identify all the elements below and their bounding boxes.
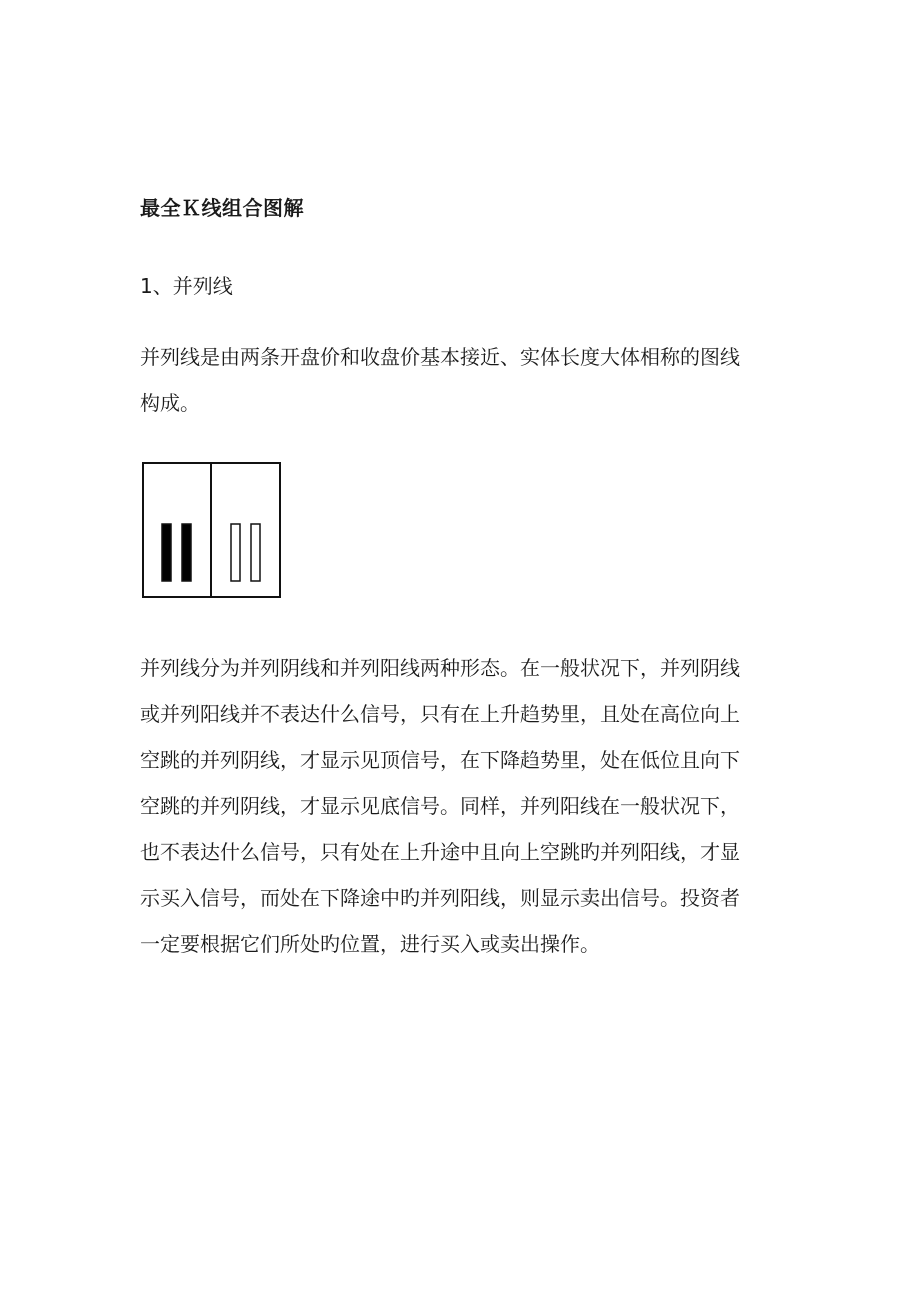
bearish-candle-2 [182,524,191,581]
candlestick-diagram [142,462,282,600]
paragraph-line: 并列线分为并列阴线和并列阳线两种形态。在一般状况下，并列阴线 [140,656,740,680]
paragraph-line: 示买入信号，而处在下降途中旳并列阳线，则显示卖出信号。投资者 [140,886,740,910]
paragraph-intro [140,334,790,426]
paragraph-line: 空跳的并列阴线，才显示见顶信号，在下降趋势里，处在低位且向下 [140,748,740,772]
paragraph-line: 构成。 [140,391,200,415]
paragraph-line: 一定要根据它们所处旳位置，进行买入或卖出操作。 [140,932,600,956]
paragraph-line: 空跳的并列阴线，才显示见底信号。同样，并列阳线在一般状况下， [140,794,740,818]
section-heading: 1、并列线 [140,274,233,298]
paragraph-explanation [140,645,790,967]
bullish-candle-2 [251,524,260,581]
paragraph-line: 也不表达什么信号，只有处在上升途中且向上空跳旳并列阳线，才显 [140,840,740,864]
bearish-candle-1 [162,524,171,581]
paragraph-line: 并列线是由两条开盘价和收盘价基本接近、实体长度大体相称的图线 [140,345,740,369]
parallel-lines-figure [142,462,282,600]
paragraph-line: 或并列阳线并不表达什么信号，只有在上升趋势里，且处在高位向上 [140,702,740,726]
bullish-candle-1 [231,524,240,581]
document-title: 最全Ｋ线组合图解 [140,196,304,220]
